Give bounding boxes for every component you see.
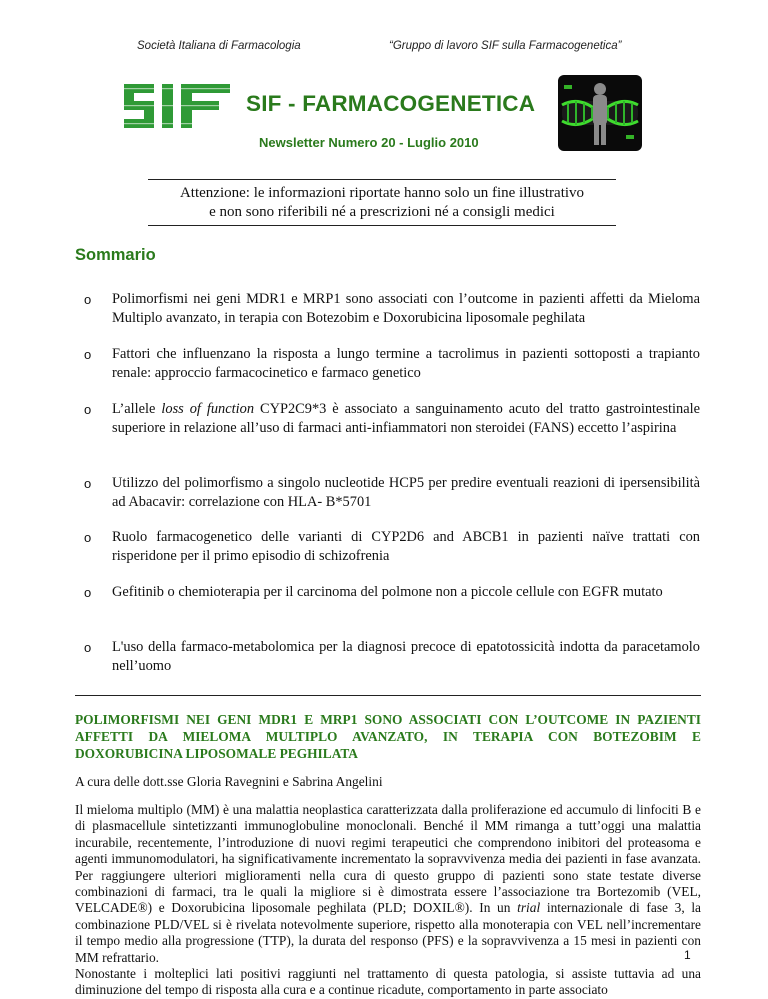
newsletter-title: SIF - FARMACOGENETICA [246, 91, 536, 116]
article-emphasis: trial [517, 900, 541, 916]
toc-bullet: o [84, 585, 92, 600]
toc-item[interactable] [86, 583, 700, 602]
disclaimer-top-rule [148, 179, 616, 180]
toc-item[interactable] [86, 345, 700, 383]
article-body [75, 802, 701, 999]
article-paragraph [75, 802, 701, 966]
toc-item-text-part: L’allele [112, 401, 162, 417]
toc-item-text: Gefitinib o chemioterapia per il carcinoma del polmone non a piccole cellule con EGFR mutato [112, 584, 663, 600]
sif-logo [124, 84, 230, 128]
toc-item[interactable] [86, 474, 700, 512]
disclaimer-line-1: Attenzione: le informazioni riportate hanno solo un fine illustrativo [179, 185, 585, 201]
toc-item-text: Polimorfismi nei geni MDR1 e MRP1 sono associati con l’outcome in pazienti affetti da Mieloma Multiplo avanzato, in terapia con Botezobim e Doxorubicina liposomale peghilata [112, 291, 700, 326]
header-group: “Gruppo di lavoro SIF sulla Farmacogenetica” [389, 40, 622, 52]
toc-item[interactable] [86, 528, 700, 566]
article-authors: A cura delle dott.sse Gloria Ravegnini e Sabrina Angelini [75, 774, 383, 789]
article [75, 695, 701, 999]
toc-bullet: o [84, 402, 92, 417]
toc-item-text [112, 400, 700, 438]
disclaimer-bottom-rule [148, 225, 616, 226]
sommario-heading: Sommario [75, 246, 156, 264]
toc-bullet: o [84, 347, 92, 362]
toc-bullet: o [84, 292, 92, 307]
toc-bullet: o [84, 640, 92, 655]
toc-item[interactable] [86, 290, 700, 328]
toc-item[interactable] [86, 400, 700, 438]
toc-item-text: Ruolo farmacogenetico delle varianti di CYP2D6 and ABCB1 in pazienti naïve trattati con risperidone per il primo episodio di schizofrenia [112, 529, 700, 564]
toc-bullet: o [84, 476, 92, 491]
toc-item[interactable] [86, 638, 700, 676]
toc-item-text: Fattori che influenzano la risposta a lungo termine a tacrolimus in pazienti sottoposti a trapianto renale: approccio farmacocinetico e farmaco genetico [112, 346, 700, 381]
article-title: POLIMORFISMI NEI GENI MDR1 E MRP1 SONO ASSOCIATI CON L’OUTCOME IN PAZIENTI AFFETTI DA MIELOMA MULTIPLO AVANZATO, IN TERAPIA CON BOTEZOBIM E DOXORUBICINA LIPOSOMALE PEGHILATA [75, 712, 701, 761]
article-separator [75, 695, 701, 696]
toc-item-emphasis: loss of function [161, 401, 255, 417]
page-header [0, 40, 768, 60]
toc-item-text: Utilizzo del polimorfismo a singolo nucleotide HCP5 per predire eventuali reazioni di ipersensibilità ad Abacavir: correlazione con HLA- B*5701 [112, 475, 700, 510]
disclaimer-line-2: e non sono riferibili né a prescrizioni né a consigli medici [209, 204, 555, 220]
page-number: 1 [684, 948, 691, 962]
toc-bullet: o [84, 530, 92, 545]
article-text: Il mieloma multiplo (MM) è una malattia neoplastica caratterizzata dalla proliferazione ed accumulo di linfociti B e di plasmacellule sintetizzanti immunoglobuline monoclonali. Benché il MM rimanga a tutt’oggi una malattia incurabile, recentemente, l’introduzione di nuovi regimi terapeutici che comprendono inibitori del proteasoma e agenti immunomodulatori, ha significativamente incrementato la sopravvivenza media dei pazienti in fase avanzata. Per raggiungere ulteriori miglioramenti nella cura di questo gruppo di pazienti sono state testate diverse combinazioni di farmaci, tra le quali la migliore si è dimostrata essere l’associazione tra Bortezomib (VEL, VELCADE®) e Doxorubicina liposomale peghilata (PLD; DOXIL®). In un [75, 802, 701, 916]
toc-item-text: L'uso della farmaco-metabolomica per la diagnosi precoce di epatotossicità indotta da paracetamolo nell’uomo [112, 639, 700, 674]
newsletter-issue: Newsletter Numero 20 - Luglio 2010 [259, 135, 479, 150]
disclaimer [148, 184, 616, 222]
dna-figure-image [558, 75, 642, 151]
article-paragraph: Nonostante i molteplici lati positivi raggiunti nel trattamento di questa patologia, si assiste tuttavia ad una diminuzione del tempo di risposta alla cura e a continue ricadute, comportamento in parte associato [75, 966, 701, 998]
header-society: Società Italiana di Farmacologia [137, 40, 301, 52]
article-text: internazionale di fase 3, la combinazione PLD/VEL si è rivelata notevolmente superiore, rispetto alla monoterapia con VEL nell’incrementare il tempo medio alla progressione (TTP), la durata del responso (PFS) e la sopravvivenza a 15 mesi in pazienti con MM refrattario. [75, 900, 701, 965]
toc-item-text-part: CYP2C9*3 è associato a sanguinamento acuto del tratto gastrointestinale superiore in relazione all’uso di farmaci anti-infiammatori non steroidei (FANS) eccetto l’aspirina [112, 401, 701, 436]
